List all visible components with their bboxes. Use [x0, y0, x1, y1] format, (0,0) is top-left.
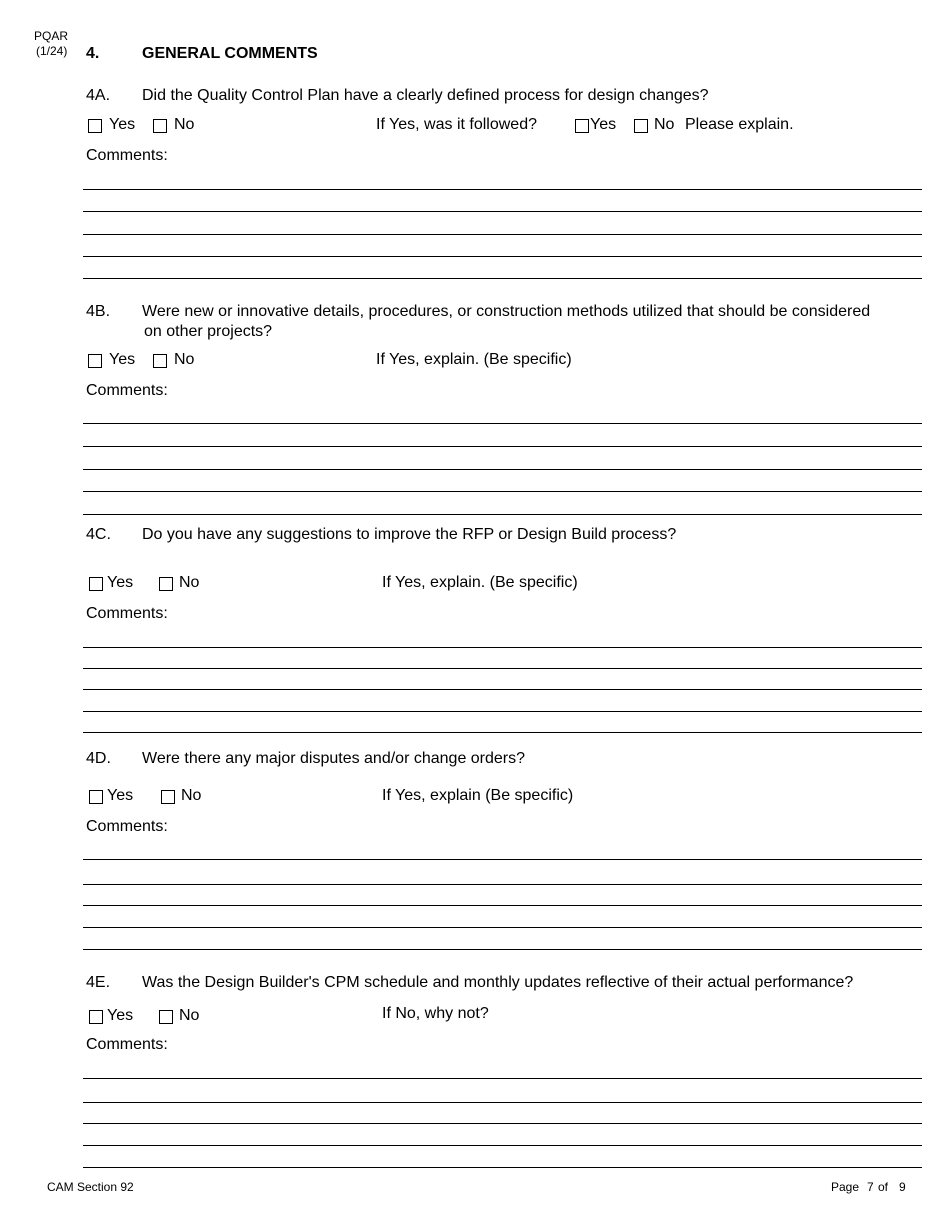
- followup-text: If Yes, was it followed?: [376, 116, 537, 133]
- followed-yes-label: Yes: [590, 116, 617, 133]
- question-number: 4E.: [86, 974, 111, 991]
- comment-line[interactable]: [83, 647, 922, 648]
- yes-checkbox[interactable]: [89, 790, 103, 804]
- no-checkbox[interactable]: [161, 790, 175, 804]
- comments-label: Comments:: [86, 818, 168, 835]
- no-label: No: [179, 574, 200, 591]
- no-label: No: [174, 116, 195, 133]
- yes-label: Yes: [107, 1007, 134, 1024]
- yes-label: Yes: [109, 116, 136, 133]
- please-explain: Please explain.: [685, 116, 794, 133]
- comment-line[interactable]: [83, 1145, 922, 1146]
- comment-line[interactable]: [83, 905, 922, 906]
- footer-page-label: Page: [831, 1180, 860, 1194]
- section-number: 4.: [86, 45, 100, 62]
- comment-line[interactable]: [83, 1123, 922, 1124]
- followup-text: If No, why not?: [382, 1005, 489, 1022]
- comments-label: Comments:: [86, 147, 168, 164]
- comment-line[interactable]: [83, 1078, 922, 1079]
- no-checkbox[interactable]: [153, 119, 167, 133]
- yes-label: Yes: [109, 351, 136, 368]
- comment-line[interactable]: [83, 491, 922, 492]
- question-number: 4B.: [86, 303, 111, 320]
- comment-line[interactable]: [83, 189, 922, 190]
- yes-checkbox[interactable]: [89, 577, 103, 591]
- no-label: No: [181, 787, 202, 804]
- question-number: 4A.: [86, 87, 111, 104]
- comment-line[interactable]: [83, 234, 922, 235]
- comment-line[interactable]: [83, 514, 922, 515]
- comment-line[interactable]: [83, 423, 922, 424]
- form-date: (1/24): [36, 44, 68, 58]
- section-title: GENERAL COMMENTS: [142, 45, 318, 62]
- followup-text: If Yes, explain. (Be specific): [382, 574, 578, 591]
- question-text-line1: Were new or innovative details, procedures, or construction methods utilized that should be considered: [142, 303, 871, 320]
- followup-text: If Yes, explain (Be specific): [382, 787, 574, 804]
- comment-line[interactable]: [83, 732, 922, 733]
- comments-label: Comments:: [86, 382, 168, 399]
- comment-line[interactable]: [83, 859, 922, 860]
- comment-line[interactable]: [83, 211, 922, 212]
- no-label: No: [179, 1007, 200, 1024]
- footer-page-number: 7: [867, 1180, 874, 1194]
- question-text: Was the Design Builder's CPM schedule and monthly updates reflective of their actual performance?: [142, 974, 854, 991]
- comment-line[interactable]: [83, 278, 922, 279]
- no-label: No: [174, 351, 195, 368]
- question-number: 4D.: [86, 750, 111, 767]
- comment-line[interactable]: [83, 1167, 922, 1168]
- yes-checkbox[interactable]: [88, 354, 102, 368]
- yes-checkbox[interactable]: [89, 1010, 103, 1024]
- footer-of-label: of: [878, 1180, 889, 1194]
- comment-line[interactable]: [83, 256, 922, 257]
- yes-label: Yes: [107, 574, 134, 591]
- followed-no-label: No: [654, 116, 675, 133]
- footer-page-total: 9: [899, 1180, 906, 1194]
- comment-line[interactable]: [83, 446, 922, 447]
- followed-yes-checkbox[interactable]: [575, 119, 589, 133]
- followed-no-checkbox[interactable]: [634, 119, 648, 133]
- no-checkbox[interactable]: [159, 1010, 173, 1024]
- followup-text: If Yes, explain. (Be specific): [376, 351, 572, 368]
- comment-line[interactable]: [83, 711, 922, 712]
- comment-line[interactable]: [83, 1102, 922, 1103]
- comment-line[interactable]: [83, 927, 922, 928]
- form-code: PQAR: [34, 29, 69, 43]
- no-checkbox[interactable]: [159, 577, 173, 591]
- comment-line[interactable]: [83, 469, 922, 470]
- comment-line[interactable]: [83, 668, 922, 669]
- question-text-line2: on other projects?: [144, 323, 273, 340]
- yes-checkbox[interactable]: [88, 119, 102, 133]
- comments-label: Comments:: [86, 1036, 168, 1053]
- no-checkbox[interactable]: [153, 354, 167, 368]
- comment-line[interactable]: [83, 689, 922, 690]
- question-number: 4C.: [86, 526, 111, 543]
- comment-line[interactable]: [83, 884, 922, 885]
- question-text: Did the Quality Control Plan have a clearly defined process for design changes?: [142, 87, 709, 104]
- question-text: Were there any major disputes and/or change orders?: [142, 750, 526, 767]
- comments-label: Comments:: [86, 605, 168, 622]
- yes-label: Yes: [107, 787, 134, 804]
- comment-line[interactable]: [83, 949, 922, 950]
- question-text: Do you have any suggestions to improve the RFP or Design Build process?: [142, 526, 677, 543]
- footer-section: CAM Section 92: [47, 1180, 134, 1194]
